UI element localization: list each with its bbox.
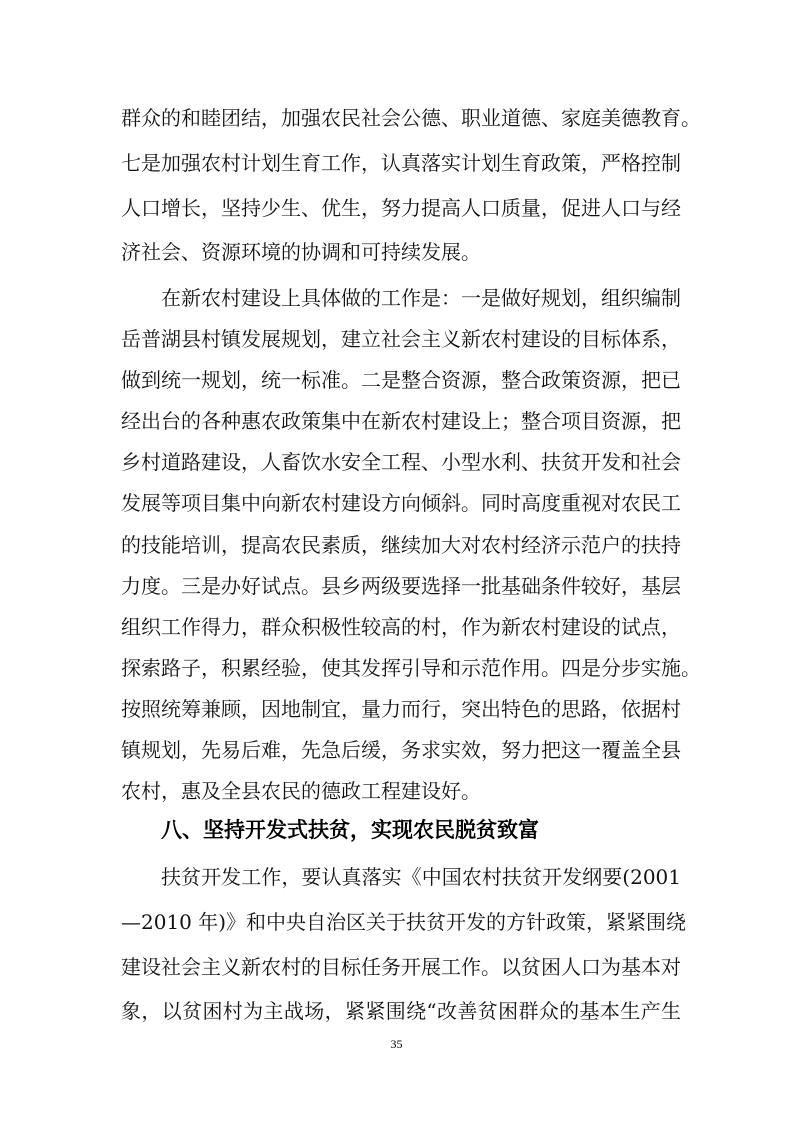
paragraph-line: 乡村道路建设，人畜饮水安全工程、小型水利、扶贫开发和社会 xyxy=(121,450,681,474)
paragraph-line: 人口增长，坚持少生、优生，努力提高人口质量，促进人口与经 xyxy=(121,196,681,220)
paragraph-line: —2010 年)》和中央自治区关于扶贫开发的方针政策，紧紧围绕 xyxy=(121,910,687,934)
paragraph-line: 发展等项目集中向新农村建设方向倾斜。同时高度重视对农民工 xyxy=(121,491,681,515)
paragraph-line: 七是加强农村计划生育工作，认真落实计划生育政策，严格控制 xyxy=(121,151,681,175)
paragraph-line: 象，以贫困村为主战场，紧紧围绕“改善贫困群众的基本生产生 xyxy=(121,999,681,1023)
paragraph-line: 农村，惠及全县农民的德政工程建设好。 xyxy=(121,779,481,803)
paragraph-line: 建设社会主义新农村的目标任务开展工作。以贫困人口为基本对 xyxy=(121,955,681,979)
paragraph-line: 组织工作得力，群众积极性较高的村，作为新农村建设的试点， xyxy=(121,615,681,639)
paragraph-line: 探索路子，积累经验，使其发挥引导和示范作用。四是分步实施。 xyxy=(121,656,701,680)
paragraph-line: 镇规划，先易后难，先急后缓，务求实效，努力把这一覆盖全县 xyxy=(121,738,681,762)
paragraph-line: 扶贫开发工作，要认真落实《中国农村扶贫开发纲要(2001 xyxy=(161,865,681,889)
section-heading: 八、坚持开发式扶贫，实现农民脱贫致富 xyxy=(161,818,539,842)
paragraph-line: 在新农村建设上具体做的工作是：一是做好规划，组织编制 xyxy=(161,286,681,310)
paragraph-line: 济社会、资源环境的协调和可持续发展。 xyxy=(121,240,481,264)
paragraph-line: 按照统筹兼顾，因地制宜，量力而行，突出特色的思路，依据村 xyxy=(121,697,681,721)
paragraph-line: 岳普湖县村镇发展规划，建立社会主义新农村建设的目标体系， xyxy=(121,327,681,351)
paragraph-line: 的技能培训，提高农民素质，继续加大对农村经济示范户的扶持 xyxy=(121,533,681,557)
paragraph-line: 群众的和睦团结，加强农民社会公德、职业道德、家庭美德教育。 xyxy=(121,106,701,130)
paragraph-line: 经出台的各种惠农政策集中在新农村建设上；整合项目资源，把 xyxy=(121,409,681,433)
paragraph-line: 做到统一规划，统一标准。二是整合资源，整合政策资源，把已 xyxy=(121,368,681,392)
page-number: 35 xyxy=(390,1037,403,1051)
paragraph-line: 力度。三是办好试点。县乡两级要选择一批基础条件较好，基层 xyxy=(121,574,681,598)
